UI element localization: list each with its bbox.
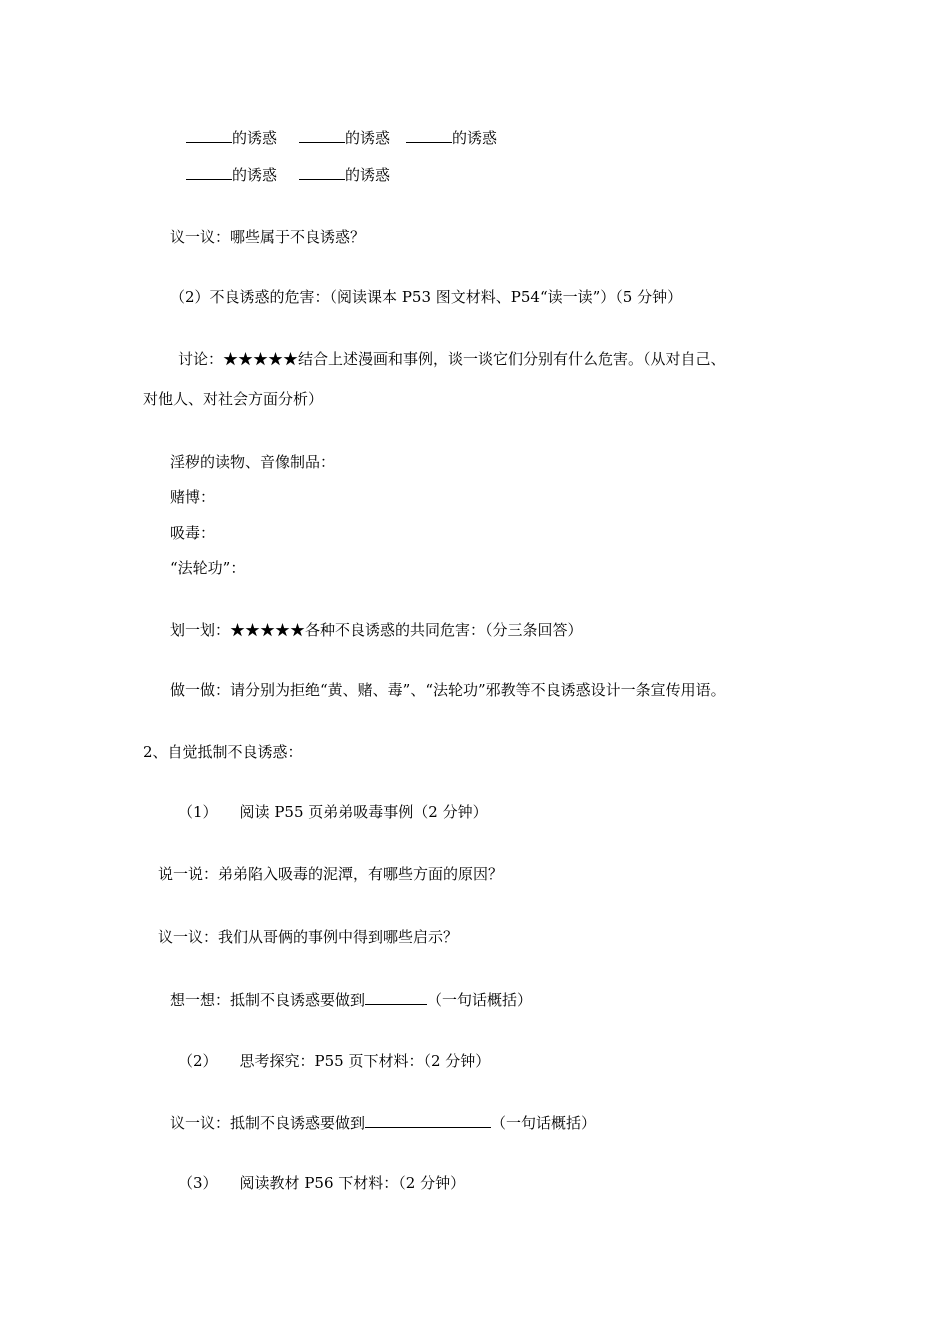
fill-blank xyxy=(186,164,232,180)
fill-blank xyxy=(299,164,345,180)
think-line xyxy=(170,989,532,1010)
discussion-text-1: 讨论：★★★★★结合上述漫画和事例，谈一谈它们分别有什么危害。（从对自己、 xyxy=(178,350,726,368)
subsection-number: （2） xyxy=(178,1052,218,1070)
subsection-text: 阅读 P55 页弟弟吸毒事例（2 分钟） xyxy=(239,803,488,821)
subsection-3 xyxy=(178,1173,465,1193)
think-prefix: 想一想：抵制不良诱惑要做到 xyxy=(170,991,366,1009)
discuss2-suffix: （一句话概括） xyxy=(491,1114,597,1132)
discussion-text-2: 对他人、对社会方面分析） xyxy=(143,390,324,408)
discuss-lessons: 议一议：我们从哥俩的事例中得到哪些启示？ xyxy=(158,928,459,946)
fill-blank xyxy=(406,127,452,143)
temptation-label: 的诱惑 xyxy=(232,166,278,184)
think-suffix: （一句话概括） xyxy=(427,991,533,1009)
slogan-task: 做一做：请分别为拒绝“黄、赌、毒”、“法轮功”邪教等不良诱惑设计一条宣传用语。 xyxy=(170,681,726,699)
section-2-heading: 2、自觉抵制不良诱惑： xyxy=(143,743,303,761)
subsection-2 xyxy=(178,1051,490,1071)
discuss2-prefix: 议一议：抵制不良诱惑要做到 xyxy=(170,1114,366,1132)
temptation-row-1 xyxy=(186,127,497,148)
item-gambling: 赌博： xyxy=(170,488,216,506)
temptation-label: 的诱惑 xyxy=(345,166,391,184)
discuss-bad-temptations: 议一议：哪些属于不良诱惑？ xyxy=(170,228,366,246)
discuss-line-2 xyxy=(170,1112,596,1133)
temptation-label: 的诱惑 xyxy=(345,129,391,147)
answer-blank xyxy=(365,989,427,1005)
subsection-1 xyxy=(178,802,488,822)
fill-blank xyxy=(186,127,232,143)
subsection-number: （3） xyxy=(178,1174,218,1192)
fill-blank xyxy=(299,127,345,143)
item-drugs: 吸毒： xyxy=(170,524,216,542)
temptation-row-2 xyxy=(186,164,390,185)
harm-heading: （2）不良诱惑的危害：（阅读课本 P53 图文材料、P54“读一读”）（5 分钟） xyxy=(170,288,683,306)
temptation-label: 的诱惑 xyxy=(232,129,278,147)
item-falun: “法轮功”： xyxy=(170,559,246,577)
say-reasons: 说一说：弟弟陷入吸毒的泥潭，有哪些方面的原因？ xyxy=(158,865,504,883)
subsection-text: 阅读教材 P56 下材料：（2 分钟） xyxy=(239,1174,466,1192)
answer-blank xyxy=(365,1112,491,1128)
item-obscene: 淫秽的读物、音像制品： xyxy=(170,453,336,471)
subsection-text: 思考探究：P55 页下材料：（2 分钟） xyxy=(239,1052,491,1070)
temptation-label: 的诱惑 xyxy=(452,129,498,147)
subsection-number: （1） xyxy=(178,803,218,821)
common-harm: 划一划：★★★★★各种不良诱惑的共同危害：（分三条回答） xyxy=(170,621,583,639)
